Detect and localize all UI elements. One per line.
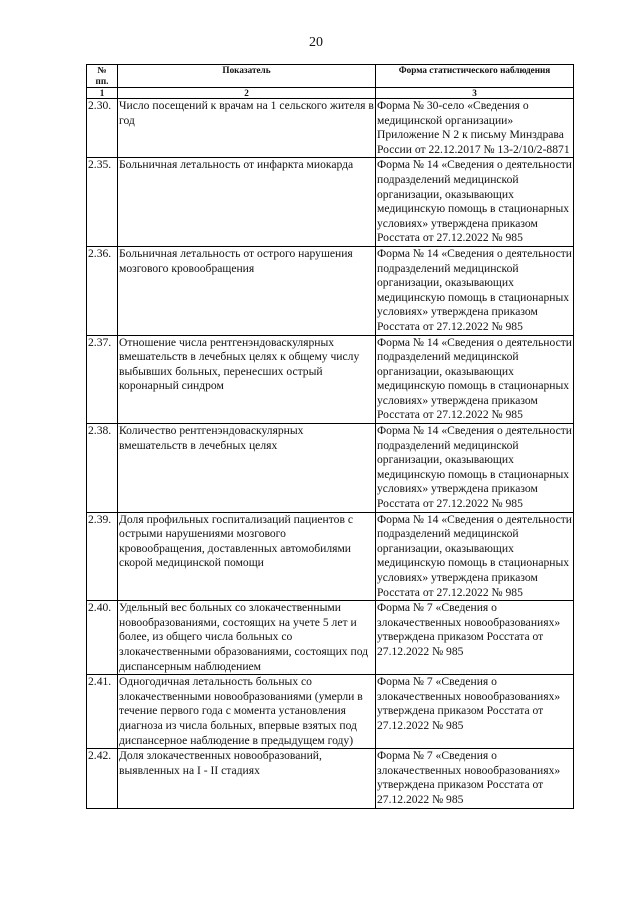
indicators-table [86, 64, 574, 809]
column-index: 1 [87, 88, 118, 99]
row-form: Форма № 7 «Сведения о злокачественных новообразованиях» утверждена приказом Росстата от 27.12.2022 № 985 [376, 675, 574, 749]
column-index: 2 [118, 88, 376, 99]
row-indicator: Доля злокачественных новообразований, выявленных на I - II стадиях [118, 749, 376, 808]
row-indicator: Отношение числа рентгенэндоваскулярных вмешательств в лечебных целях к общему числу выбывших больных, перенесших острый коронарный синдром [118, 335, 376, 424]
row-number: 2.40. [87, 601, 118, 675]
row-number: 2.39. [87, 512, 118, 601]
table-row [87, 675, 574, 749]
column-index: 3 [376, 88, 574, 99]
row-form: Форма № 14 «Сведения о деятельности подразделений медицинской организации, оказывающих медицинскую помощь в стационарных условиях» утверждена приказом Росстата от 27.12.2022 № 985 [376, 512, 574, 601]
table-row [87, 512, 574, 601]
table-row [87, 749, 574, 808]
row-form: Форма № 14 «Сведения о деятельности подразделений медицинской организации, оказывающих медицинскую помощь в стационарных условиях» утверждена приказом Росстата от 27.12.2022 № 985 [376, 246, 574, 335]
table-row [87, 601, 574, 675]
table-row [87, 335, 574, 424]
row-indicator: Одногодичная летальность больных со злокачественными новообразованиями (умерли в течение первого года с момента установления диагноза из числа больных, впервые взятых под диспансерное наблюдение в предыдущем году) [118, 675, 376, 749]
row-indicator: Больничная летальность от инфаркта миокарда [118, 158, 376, 247]
row-indicator: Больничная летальность от острого нарушения мозгового кровообращения [118, 246, 376, 335]
row-form: Форма № 7 «Сведения о злокачественных новообразованиях» утверждена приказом Росстата от 27.12.2022 № 985 [376, 601, 574, 675]
table-row [87, 424, 574, 513]
table-header-row [87, 65, 574, 88]
table-row [87, 99, 574, 158]
table-row [87, 246, 574, 335]
header-form: Форма статистического наблюдения [376, 65, 574, 88]
row-number: 2.41. [87, 675, 118, 749]
row-indicator: Удельный вес больных со злокачественными новообразованиями, состоящих на учете 5 лет и более, из общего числа больных со злокачественными образованиями, состоящих под диспансерным наблюдением [118, 601, 376, 675]
row-form: Форма № 7 «Сведения о злокачественных новообразованиях» утверждена приказом Росстата от 27.12.2022 № 985 [376, 749, 574, 808]
row-form: Форма № 30-село «Сведения о медицинской организации» Приложение N 2 к письму Минздрава России от 22.12.2017 № 13-2/10/2-8871 [376, 99, 574, 158]
row-indicator: Доля профильных госпитализаций пациентов с острыми нарушениями мозгового кровообращения, доставленных автомобилями скорой медицинской помощи [118, 512, 376, 601]
row-form: Форма № 14 «Сведения о деятельности подразделений медицинской организации, оказывающих медицинскую помощь в стационарных условиях» утверждена приказом Росстата от 27.12.2022 № 985 [376, 158, 574, 247]
header-indicator: Показатель [118, 65, 376, 88]
row-number: 2.38. [87, 424, 118, 513]
row-indicator: Число посещений к врачам на 1 сельского жителя в год [118, 99, 376, 158]
header-number-line1: № [97, 65, 107, 75]
page-number: 20 [309, 35, 323, 50]
row-number: 2.35. [87, 158, 118, 247]
row-form: Форма № 14 «Сведения о деятельности подразделений медицинской организации, оказывающих медицинскую помощь в стационарных условиях» утверждена приказом Росстата от 27.12.2022 № 985 [376, 424, 574, 513]
row-number: 2.42. [87, 749, 118, 808]
header-number [87, 65, 118, 88]
column-index-row [87, 88, 574, 99]
row-number: 2.30. [87, 99, 118, 158]
row-number: 2.36. [87, 246, 118, 335]
row-number: 2.37. [87, 335, 118, 424]
header-number-line2: пп. [95, 76, 109, 86]
table-row [87, 158, 574, 247]
row-indicator: Количество рентгенэндоваскулярных вмешательств в лечебных целях [118, 424, 376, 513]
row-form: Форма № 14 «Сведения о деятельности подразделений медицинской организации, оказывающих медицинскую помощь в стационарных условиях» утверждена приказом Росстата от 27.12.2022 № 985 [376, 335, 574, 424]
